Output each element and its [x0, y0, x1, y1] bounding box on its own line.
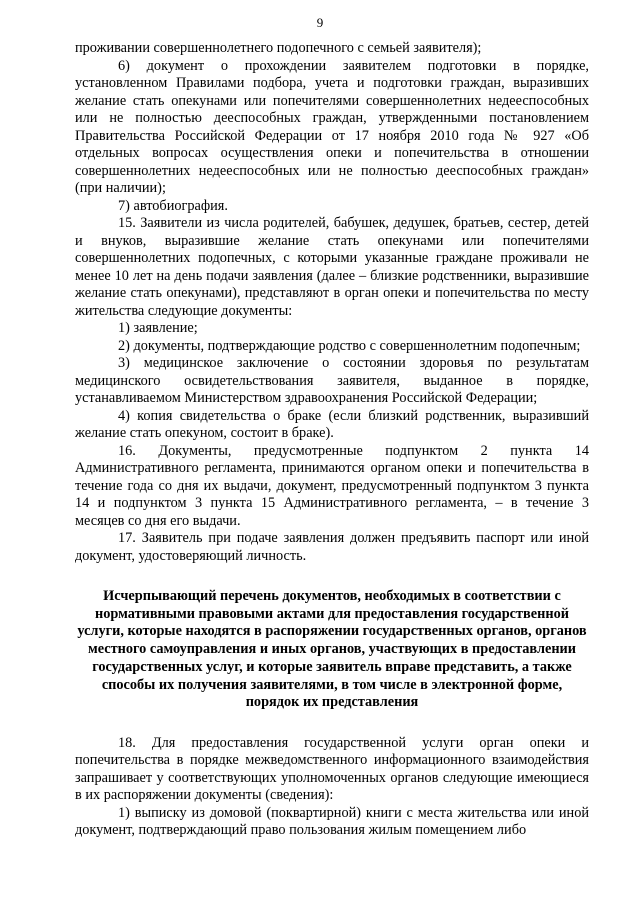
clause-16: 16. Документы, предусмотренные подпунктом 2 пункта 14 Административного регламента, принимаются органом опеки и попечительства в течение года со дня их выдачи, документ, предусмотренный подпунктом 3 пункта 14 и подпунктом 3 пункта 15 Административного регламента, – в течение 3 месяцев со дня его выдачи.: [75, 442, 589, 529]
paragraph-continuation: проживании совершеннолетнего подопечного с семьей заявителя);: [75, 40, 482, 56]
page-number: 9: [316, 15, 324, 30]
clause-15-item-1: 1) заявление;: [118, 320, 198, 336]
clause-17: 17. Заявитель при подаче заявления должен предъявить паспорт или иной документ, удостоверяющий личность.: [75, 530, 589, 564]
clause-15-item-4: 4) копия свидетельства о браке (если близкий родственник, выразивший желание стать опекуном, состоит в браке).: [75, 407, 589, 441]
list-item-6: 6) документ о прохождении заявителем подготовки в порядке, установленном Правилами подбора, учета и подготовки граждан, выразивших желание стать опекунами или попечителями совершеннолетних недееспособных или не полностью дееспособных граждан, утвержденными постановлением Правительства Российской Федерации от 17 ноября 2010 года № 927 «Об отдельных вопросах осуществления опеки и попечительства в отношении совершеннолетних недееспособных или не полностью дееспособных граждан» (при наличии);: [75, 57, 589, 196]
clause-18-item-1: 1) выписку из домовой (поквартирной) книги с места жительства или иной документ, подтверждающий право пользования жилым помещением либо: [75, 804, 589, 839]
list-item-7: 7) автобиография.: [118, 197, 228, 214]
section-heading: Исчерпывающий перечень документов, необходимых в соответствии с нормативными правовыми актами для предоставления государственной услуги, которые находятся в распоряжении государственных органов, органов местного самоуправления и иных органов, участвующих в предоставлении государственных услуг, и которые заявитель вправе представить, а также способы их получения заявителями, в том числе в электронной форме, порядок их представления: [77, 588, 587, 711]
document-body: [75, 40, 589, 840]
clause-15-item-2: 2) документы, подтверждающие родство с совершеннолетним подопечным;: [118, 337, 581, 354]
clause-18: 18. Для предоставления государственной услуги орган опеки и попечительства в порядке межведомственного информационного взаимодействия запрашивает у соответствующих уполномоченных органов следующие имеющиеся в их распоряжении документы (сведения):: [75, 734, 589, 804]
clause-15: 15. Заявители из числа родителей, бабушек, дедушек, братьев, сестер, детей и внуков, выразившие желание стать опекунами или попечителями совершеннолетних подопечных, с которыми указанные граждане проживали не менее 10 лет на день подачи заявления (далее – близкие родственники, выразившие желание стать опекунами), представляют в орган опеки и попечительства по месту жительства следующие документы:: [75, 215, 589, 319]
clause-15-item-3: 3) медицинское заключение о состоянии здоровья по результатам медицинского освидетельствования заявителя, выданное в порядке, устанавливаемом Министерством здравоохранения Российской Федерации;: [75, 355, 589, 406]
